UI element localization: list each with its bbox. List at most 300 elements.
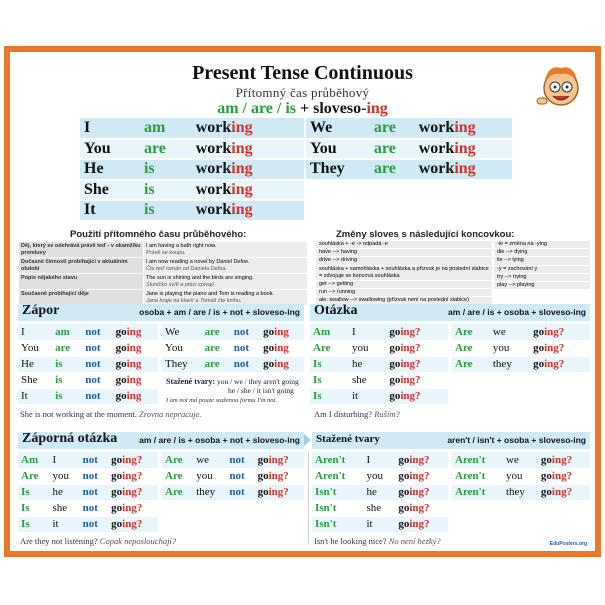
- change-line: run --> running: [316, 289, 492, 297]
- table-cell: she: [50, 500, 80, 516]
- table-row: [18, 356, 158, 372]
- verb-ing: ing: [231, 139, 253, 157]
- table-row: [310, 372, 448, 388]
- verb-cell: [255, 468, 304, 484]
- verb-ing: ing: [126, 325, 142, 338]
- verb-stem: go: [398, 502, 410, 514]
- table-row: [452, 356, 590, 372]
- verb-cell: [113, 340, 158, 356]
- usage-label: Současně probíhající děje: [19, 290, 144, 306]
- otazka-example: [314, 409, 400, 419]
- page-subtitle: Přítomný čas průběhový: [235, 85, 370, 100]
- usage-example-cz: Sluníčko svítí a ptáci zpívají.: [146, 281, 216, 288]
- verb-ing: ing: [454, 160, 476, 178]
- table-row: [312, 452, 448, 468]
- verb-stem: go: [115, 325, 127, 338]
- verb-cell: [255, 484, 304, 500]
- verb-ing: ing: [231, 160, 253, 178]
- auxiliary: are: [370, 139, 415, 160]
- table-cell: not: [82, 388, 112, 404]
- verb-stem: go: [115, 390, 127, 402]
- verb-cell: [386, 372, 448, 388]
- table-cell: not: [80, 516, 109, 532]
- verb-cell: [260, 340, 304, 356]
- verb-ing: ing: [126, 374, 142, 386]
- verb-cell: [395, 484, 448, 500]
- table-row: [310, 324, 448, 340]
- verb-stem: go: [111, 486, 123, 498]
- table-cell: Aren't: [312, 452, 363, 468]
- table-cell: not: [231, 340, 260, 356]
- change-line: souhláska + -e -> odpadá -e: [316, 241, 492, 249]
- verb-ing: ing?: [268, 486, 289, 498]
- verb-cell: [386, 340, 448, 356]
- table-cell: Aren't: [452, 484, 503, 500]
- verb-cell: [538, 452, 590, 468]
- verb-ing: ing: [126, 342, 142, 354]
- usage-example-cz: Jana hraje na klavír a Tomáš čte knihu.: [146, 297, 242, 304]
- conjugation-row: [306, 118, 512, 139]
- table-cell: Am: [18, 452, 50, 468]
- table-cell: Are: [162, 484, 193, 500]
- verb-stem: work: [195, 139, 232, 157]
- stazene-example-cz: No není hezký?: [388, 536, 441, 546]
- zapor-formula: osoba + am / are / is + not + sloveso-ing: [139, 307, 300, 317]
- table-row: [18, 500, 158, 516]
- table-cell: am: [52, 324, 82, 340]
- otazka-example-en: Am I disturbing?: [314, 409, 373, 419]
- conjugation-row: [80, 180, 304, 201]
- pronoun: I: [80, 118, 140, 139]
- change-line: -y = zachování y: [494, 266, 590, 274]
- table-cell: Are: [452, 324, 490, 340]
- verb-ing: ing?: [122, 470, 143, 482]
- verb-cell: [395, 500, 448, 516]
- verb-cell: [260, 324, 304, 340]
- verb-ing: ing?: [400, 390, 421, 402]
- usage-example-cz: Čtu teď román od Daniela Defoa.: [146, 265, 227, 272]
- usage-example-en: I am now reading a novel by Daniel Defoe.: [146, 259, 250, 265]
- table-cell: Aren't: [452, 468, 503, 484]
- table-cell: Are: [162, 468, 193, 484]
- usage-row: [19, 274, 308, 290]
- table-cell: They: [162, 356, 202, 372]
- auxiliary: is: [140, 200, 192, 221]
- verb-ing: ing?: [409, 453, 430, 466]
- table-cell: Isn't: [312, 484, 363, 500]
- verb-ing: ing?: [400, 374, 421, 386]
- zaporna-table-left: [18, 452, 158, 533]
- verb: [192, 118, 304, 139]
- verb-cell: [538, 484, 590, 500]
- verb-ing: ing?: [400, 325, 421, 338]
- conjugation-row: [80, 139, 304, 160]
- conjugation-row: [306, 159, 512, 180]
- table-row: [452, 324, 590, 340]
- verb-cell: [395, 468, 448, 484]
- table-cell: Isn't: [312, 500, 363, 516]
- verb-cell: [386, 324, 448, 340]
- table-cell: Are: [18, 468, 50, 484]
- changes-title: Změny sloves s následující koncovkou:: [336, 229, 515, 240]
- zapor-table-left: [18, 324, 158, 405]
- table-row: [162, 340, 304, 356]
- verb-cell: [260, 356, 304, 372]
- table-cell: they: [193, 484, 226, 500]
- table-cell: is: [52, 356, 82, 372]
- verb-stem: go: [389, 358, 401, 370]
- verb-ing: ing?: [544, 342, 565, 354]
- verb-cell: [395, 516, 448, 532]
- verb-stem: go: [115, 342, 127, 354]
- verb-stem: work: [418, 118, 455, 136]
- zaporna-example-en: Are they not listening?: [20, 536, 98, 546]
- table-cell: not: [226, 468, 254, 484]
- verb-ing: ing: [126, 358, 142, 370]
- table-cell: Aren't: [452, 452, 503, 468]
- verb-ing: ing?: [409, 502, 430, 514]
- verb-ing: ing: [454, 139, 476, 157]
- verb-stem: work: [418, 139, 455, 157]
- cartoon-boy-icon: [535, 60, 587, 112]
- verb-cell: [108, 516, 158, 532]
- verb-ing: ing?: [551, 453, 573, 466]
- verb-cell: [530, 356, 590, 372]
- verb-ing: ing?: [268, 470, 289, 482]
- pronoun: You: [80, 139, 140, 160]
- zapor-example: [20, 409, 201, 419]
- table-cell: I: [349, 324, 386, 340]
- verb-ing: ing?: [400, 342, 421, 354]
- verb-stem: go: [111, 502, 123, 514]
- usage-label: Dočasné činnosti probíhající v aktuálním období: [19, 258, 144, 274]
- auxiliary: am: [140, 118, 192, 139]
- verb-stem: go: [533, 358, 545, 370]
- table-cell: you: [490, 340, 530, 356]
- change-line: try --> trying: [494, 274, 590, 282]
- zapor-example-cz: Zrovna nepracuje.: [139, 409, 202, 419]
- table-cell: I: [363, 452, 395, 468]
- verb-ing: ing?: [551, 470, 573, 482]
- verb-ing: ing?: [409, 470, 430, 482]
- verb-ing: ing?: [400, 358, 421, 370]
- table-row: [162, 484, 304, 500]
- verb-stem: go: [398, 453, 410, 466]
- verb-stem: go: [398, 470, 410, 482]
- table-row: [18, 516, 158, 532]
- table-row: [312, 500, 448, 516]
- table-cell: they: [503, 484, 538, 500]
- table-cell: it: [50, 516, 80, 532]
- short-form-1: you / we / they aren't going: [216, 377, 299, 386]
- usage-row: [19, 242, 308, 258]
- table-row: [162, 452, 304, 468]
- change-line: ale: swallow --> swallowing (přízvuk není na poslední slabice): [316, 297, 492, 305]
- verb-ing: ing: [454, 118, 476, 136]
- verb-stem: work: [418, 160, 455, 178]
- table-cell: I: [18, 324, 52, 340]
- verb-stem: go: [389, 325, 401, 338]
- change-line: play --> playing: [494, 282, 590, 290]
- table-row: [18, 388, 158, 404]
- table-cell: he: [50, 484, 80, 500]
- verb-cell: [386, 356, 448, 372]
- conjugation-row: [80, 118, 304, 139]
- table-cell: not: [226, 452, 254, 468]
- verb-ing: ing: [274, 358, 289, 370]
- table-cell: you: [503, 468, 538, 484]
- stazene-table-right: [452, 452, 590, 501]
- verb-cell: [113, 356, 158, 372]
- auxiliary: is: [140, 159, 192, 180]
- pronoun: She: [80, 180, 140, 201]
- otazka-table-left: [310, 324, 448, 405]
- verb-cell: [108, 468, 158, 484]
- table-row: [162, 468, 304, 484]
- formula-ing: ing: [366, 100, 388, 117]
- verb-cell: [113, 388, 158, 404]
- table-cell: You: [162, 340, 202, 356]
- verb-cell: [113, 372, 158, 388]
- table-cell: are: [202, 324, 231, 340]
- verb: [415, 118, 512, 139]
- verb-ing: ing?: [544, 358, 565, 370]
- table-cell: are: [202, 340, 231, 356]
- conjugation-table-plural: [306, 118, 512, 181]
- table-cell: she: [349, 372, 386, 388]
- verb: [415, 159, 512, 180]
- zaporna-title: Záporná otázka: [22, 431, 118, 446]
- verb-stem: go: [263, 342, 275, 354]
- pronoun: You: [306, 139, 370, 160]
- table-row: [18, 468, 158, 484]
- verb-stem: work: [195, 118, 232, 136]
- table-cell: not: [231, 324, 260, 340]
- verb-ing: ing: [274, 325, 289, 338]
- usage-row: [19, 258, 308, 274]
- otazka-title: Otázka: [314, 303, 358, 318]
- table-cell: they: [490, 356, 530, 372]
- short-form-2: he / she / it isn't going: [228, 386, 294, 395]
- verb-stem: go: [263, 325, 275, 338]
- verb-ing: ing?: [122, 502, 143, 514]
- verb-stem: go: [540, 486, 552, 498]
- table-cell: we: [490, 324, 530, 340]
- table-cell: not: [82, 372, 112, 388]
- verb-stem: go: [257, 470, 269, 482]
- verb-stem: go: [115, 374, 127, 386]
- verb: [415, 139, 512, 160]
- table-cell: Are: [452, 356, 490, 372]
- table-cell: he: [363, 484, 395, 500]
- table-cell: not: [231, 356, 260, 372]
- verb-stem: go: [257, 486, 269, 498]
- poster: [4, 46, 601, 557]
- verb-cell: [255, 452, 304, 468]
- changes-left: [316, 241, 492, 306]
- verb-stem: go: [389, 374, 401, 386]
- table-cell: not: [80, 484, 109, 500]
- verb-cell: [530, 340, 590, 356]
- table-cell: not: [82, 340, 112, 356]
- usage-label: Děj, který se odehrává právě teď - v okamžiku promluvy: [19, 242, 144, 258]
- stazene-formula: aren't / isn't + osoba + sloveso-ing: [447, 435, 586, 445]
- verb-ing: ing?: [409, 486, 430, 498]
- table-row: [452, 452, 590, 468]
- formula: [10, 100, 595, 118]
- table-cell: he: [349, 356, 386, 372]
- table-cell: not: [82, 356, 112, 372]
- verb-ing: ing: [126, 390, 142, 402]
- verb-stem: go: [111, 518, 123, 530]
- table-cell: We: [162, 324, 202, 340]
- auxiliary: are: [140, 139, 192, 160]
- table-cell: she: [363, 500, 395, 516]
- table-cell: Is: [310, 356, 349, 372]
- table-cell: we: [193, 452, 226, 468]
- auxiliary: is: [140, 180, 192, 201]
- usage-example: [144, 258, 308, 274]
- change-line: souhláska + samohláska + souhláska a přízvuk je na poslední slabice = zdvojuje se koncová souhláska: [316, 266, 492, 281]
- usage-example-en: Jane is playing the piano and Tom is reading a book.: [146, 291, 275, 297]
- zaporna-formula: am / are / is + osoba + not + sloveso-ing: [139, 435, 300, 445]
- short-label: Stažené tvary:: [166, 377, 216, 386]
- verb-stem: go: [111, 453, 123, 466]
- conjugation-row: [80, 159, 304, 180]
- table-cell: Is: [18, 484, 50, 500]
- table-cell: not: [226, 484, 254, 500]
- zapor-table-right: [162, 324, 304, 373]
- usage-label: Popis nějakého stavu: [19, 274, 144, 290]
- table-cell: Are: [162, 452, 193, 468]
- table-row: [18, 340, 158, 356]
- verb: [192, 200, 304, 221]
- stazene-title: Stažené tvary: [316, 433, 380, 445]
- usage-example: [144, 274, 308, 290]
- verb-stem: go: [533, 342, 545, 354]
- zapor-title: Zápor: [22, 303, 60, 318]
- verb-cell: [113, 324, 158, 340]
- formula-verb: + sloveso-: [296, 100, 367, 117]
- zapor-example-en: She is not working at the moment.: [20, 409, 137, 419]
- verb-stem: go: [115, 358, 127, 370]
- verb-ing: ing?: [544, 325, 565, 338]
- table-cell: Is: [18, 500, 50, 516]
- verb-cell: [538, 468, 590, 484]
- usage-example-en: The sun is shining and the birds are singing.: [146, 275, 254, 281]
- table-row: [162, 356, 304, 372]
- table-row: [310, 356, 448, 372]
- zapor-short-forms: [166, 377, 299, 395]
- poster-inner: [10, 52, 595, 551]
- zaporna-table-right: [162, 452, 304, 501]
- zaporna-example: [20, 536, 176, 546]
- divider: [308, 452, 309, 544]
- table-row: [312, 516, 448, 532]
- table-cell: Is: [18, 516, 50, 532]
- table-cell: you: [50, 468, 80, 484]
- change-line: lie --> lying: [494, 257, 590, 265]
- verb-stem: go: [389, 390, 401, 402]
- table-row: [18, 452, 158, 468]
- publisher-logo: EduPosters.org: [549, 541, 587, 547]
- verb: [192, 180, 304, 201]
- verb-cell: [395, 452, 448, 468]
- table-cell: you: [349, 340, 386, 356]
- verb-ing: ing?: [551, 486, 573, 498]
- table-cell: it: [363, 516, 395, 532]
- table-row: [18, 484, 158, 500]
- usage-title: Použití přítomného času průběhového:: [70, 229, 247, 240]
- table-cell: Am: [310, 324, 349, 340]
- pronoun: He: [80, 159, 140, 180]
- usage-example-en: I am having a bath right now.: [146, 243, 217, 249]
- verb-ing: ing: [231, 201, 253, 219]
- verb-stem: go: [540, 470, 552, 482]
- stazene-table-left: [312, 452, 448, 533]
- table-cell: It: [18, 388, 52, 404]
- verb-ing: ing: [231, 118, 253, 136]
- conjugation-table-singular: [80, 118, 304, 222]
- table-cell: Isn't: [312, 516, 363, 532]
- table-row: [312, 468, 448, 484]
- otazka-table-right: [452, 324, 590, 373]
- table-row: [18, 324, 158, 340]
- arrow-right-icon: [304, 434, 311, 446]
- pronoun: We: [306, 118, 370, 139]
- table-cell: is: [52, 388, 82, 404]
- table-row: [452, 468, 590, 484]
- verb-stem: go: [540, 453, 552, 466]
- verb-stem: go: [111, 470, 123, 482]
- verb-stem: go: [533, 325, 545, 338]
- table-row: [162, 324, 304, 340]
- zapor-header: [18, 304, 304, 321]
- table-cell: He: [18, 356, 52, 372]
- usage-example-cz: Právě se koupu.: [146, 249, 186, 256]
- verb-stem: work: [195, 180, 232, 198]
- verb: [192, 139, 304, 160]
- table-row: [310, 388, 448, 404]
- verb-cell: [108, 500, 158, 516]
- zaporna-example-cz: Copak neposlouchají?: [99, 536, 177, 546]
- table-row: [452, 340, 590, 356]
- table-cell: You: [18, 340, 52, 356]
- verb-ing: ing: [231, 180, 253, 198]
- change-line: drive --> driving: [316, 257, 492, 265]
- verb-stem: go: [398, 486, 410, 498]
- pronoun: It: [80, 200, 140, 221]
- verb-stem: work: [195, 201, 232, 219]
- table-cell: we: [503, 452, 538, 468]
- verb-stem: go: [257, 453, 269, 466]
- table-cell: it: [349, 388, 386, 404]
- stazene-header: [312, 432, 590, 449]
- zaporna-header: [18, 432, 304, 449]
- table-cell: you: [193, 468, 226, 484]
- table-cell: Is: [310, 388, 349, 404]
- usage-table: [18, 241, 308, 306]
- table-cell: I: [50, 452, 80, 468]
- verb-ing: ing?: [122, 453, 143, 466]
- verb-ing: ing?: [268, 453, 289, 466]
- table-cell: are: [52, 340, 82, 356]
- table-row: [312, 484, 448, 500]
- verb-cell: [386, 388, 448, 404]
- table-cell: not: [80, 468, 109, 484]
- verb-ing: ing?: [122, 486, 143, 498]
- verb-stem: go: [398, 518, 410, 530]
